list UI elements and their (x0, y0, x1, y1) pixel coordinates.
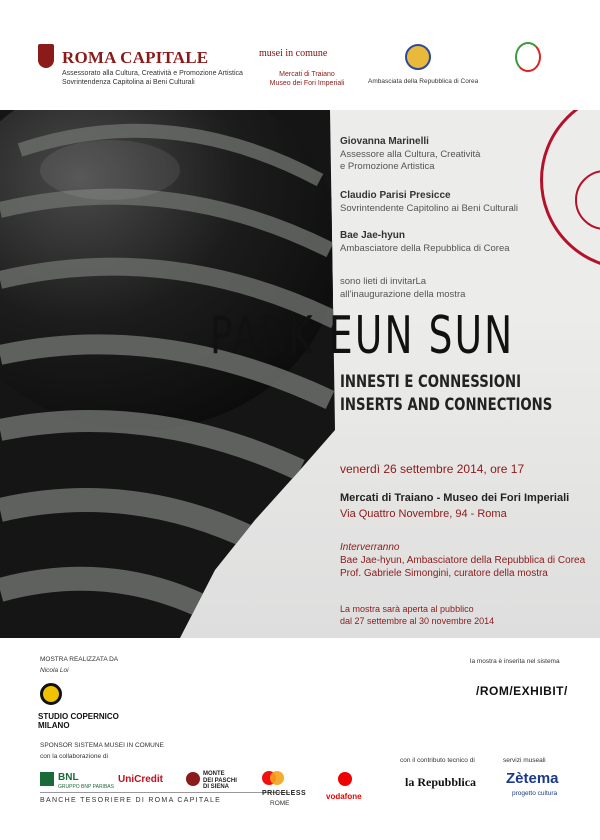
mps-seal-icon (186, 772, 200, 786)
host-role-2: Sovrintendente Capitolino ai Beni Culturali (340, 203, 518, 214)
host-name-2: Claudio Parisi Presicce (340, 190, 451, 201)
curator-name: Nicola Loi (40, 667, 69, 674)
priceless-logo: PRICELESS (262, 790, 307, 797)
studio-line2: MILANO (38, 721, 70, 730)
ambasciata-label: Ambasciata della Repubblica di Corea (368, 78, 479, 85)
musei-subtitle (262, 70, 352, 88)
bnl-sub: GRUPPO BNP PARIBAS (58, 784, 114, 790)
musei-in-comune-logo: musei in comune (259, 48, 328, 59)
host-role-1a: Assessore alla Cultura, Creatività (340, 149, 481, 160)
speakers-label: Interverranno (340, 542, 400, 553)
mps-line2: DEI PASCHI (203, 777, 237, 784)
event-date: venerdì 26 settembre 2014, ore 17 (340, 462, 525, 476)
opening-line-1: La mostra sarà aperta al pubblico (340, 604, 474, 614)
event-address: Via Quattro Novembre, 94 - Roma (340, 508, 507, 520)
roma-capitale-subtitle (62, 69, 243, 87)
mps-logo (203, 771, 237, 791)
host-role-3: Ambasciatore della Repubblica di Corea (340, 243, 510, 254)
zetema-logo: Zètema (506, 770, 559, 787)
studio-line1: STUDIO COPERNICO (38, 712, 119, 721)
roma-capitale-shield-icon (38, 44, 54, 68)
vodafone-logo: vodafone (326, 792, 362, 801)
collab-label: con la collaborazione di (40, 753, 108, 760)
italy-korea-logo-icon (515, 42, 541, 72)
mastercard-icon (262, 771, 284, 785)
speaker-1: Bae Jae-hyun, Ambasciatore della Repubblica di Corea (340, 555, 586, 566)
repubblica-logo: la Repubblica (405, 775, 477, 789)
sponsor-header (0, 0, 600, 110)
musei-sub-line2: Museo dei Fori Imperiali (269, 80, 345, 87)
sistema-label: la mostra è inserita nel sistema (470, 658, 560, 665)
studio-copernico-sun-icon (40, 683, 62, 705)
roma-sub-line1: Assessorato alla Cultura, Creatività e Promozione Artistica (62, 70, 243, 77)
exhibition-subtitle-it: INNESTI E CONNESSIONI (340, 372, 522, 392)
bnl-star-icon (40, 772, 54, 786)
vodafone-icon (338, 772, 352, 786)
exhibition-title: PARK EUN SUN (210, 306, 515, 366)
sponsor-label: SPONSOR SISTEMA MUSEI IN COMUNE (40, 742, 164, 749)
host-name-1: Giovanna Marinelli (340, 136, 429, 147)
roma-sub-line2: Sovrintendenza Capitolina ai Beni Culturali (62, 79, 195, 86)
korea-emblem-icon (405, 44, 431, 70)
event-venue: Mercati di Traiano - Museo dei Fori Imperiali (340, 492, 570, 504)
intro-line-1: sono lieti di invitarLa (340, 276, 427, 287)
bnl-logo: BNL (58, 772, 79, 783)
studio-copernico-label (38, 712, 119, 730)
realizzata-label: MOSTRA REALIZZATA DA (40, 656, 119, 663)
host-role-1b: e Promozione Artistica (340, 161, 435, 172)
unicredit-logo: UniCredit (118, 774, 163, 785)
roma-capitale-title: ROMA CAPITALE (62, 48, 209, 67)
servizi-label: servizi museali (503, 757, 546, 764)
contributo-label: con il contributo tecnico di (400, 757, 475, 764)
banche-tesoriere: BANCHE TESORIERE DI ROMA CAPITALE (40, 797, 222, 804)
exhibition-subtitle-en: INSERTS AND CONNECTIONS (340, 395, 553, 415)
zetema-sub: progetto cultura (512, 790, 558, 797)
romexhibit-logo: /ROM/EXHIBIT/ (476, 684, 568, 698)
footer-divider (40, 792, 290, 793)
opening-line-2: dal 27 settembre al 30 novembre 2014 (340, 616, 495, 626)
intro-line-2: all'inaugurazione della mostra (340, 289, 466, 300)
priceless-sub: ROME (270, 800, 290, 807)
speaker-2: Prof. Gabriele Simongini, curatore della mostra (340, 568, 548, 579)
musei-sub-line1: Mercati di Traiano (279, 71, 335, 78)
mps-line1: MONTE (203, 771, 225, 777)
host-name-3: Bae Jae-hyun (340, 230, 406, 241)
mps-line3: DI SIENA (203, 784, 230, 790)
